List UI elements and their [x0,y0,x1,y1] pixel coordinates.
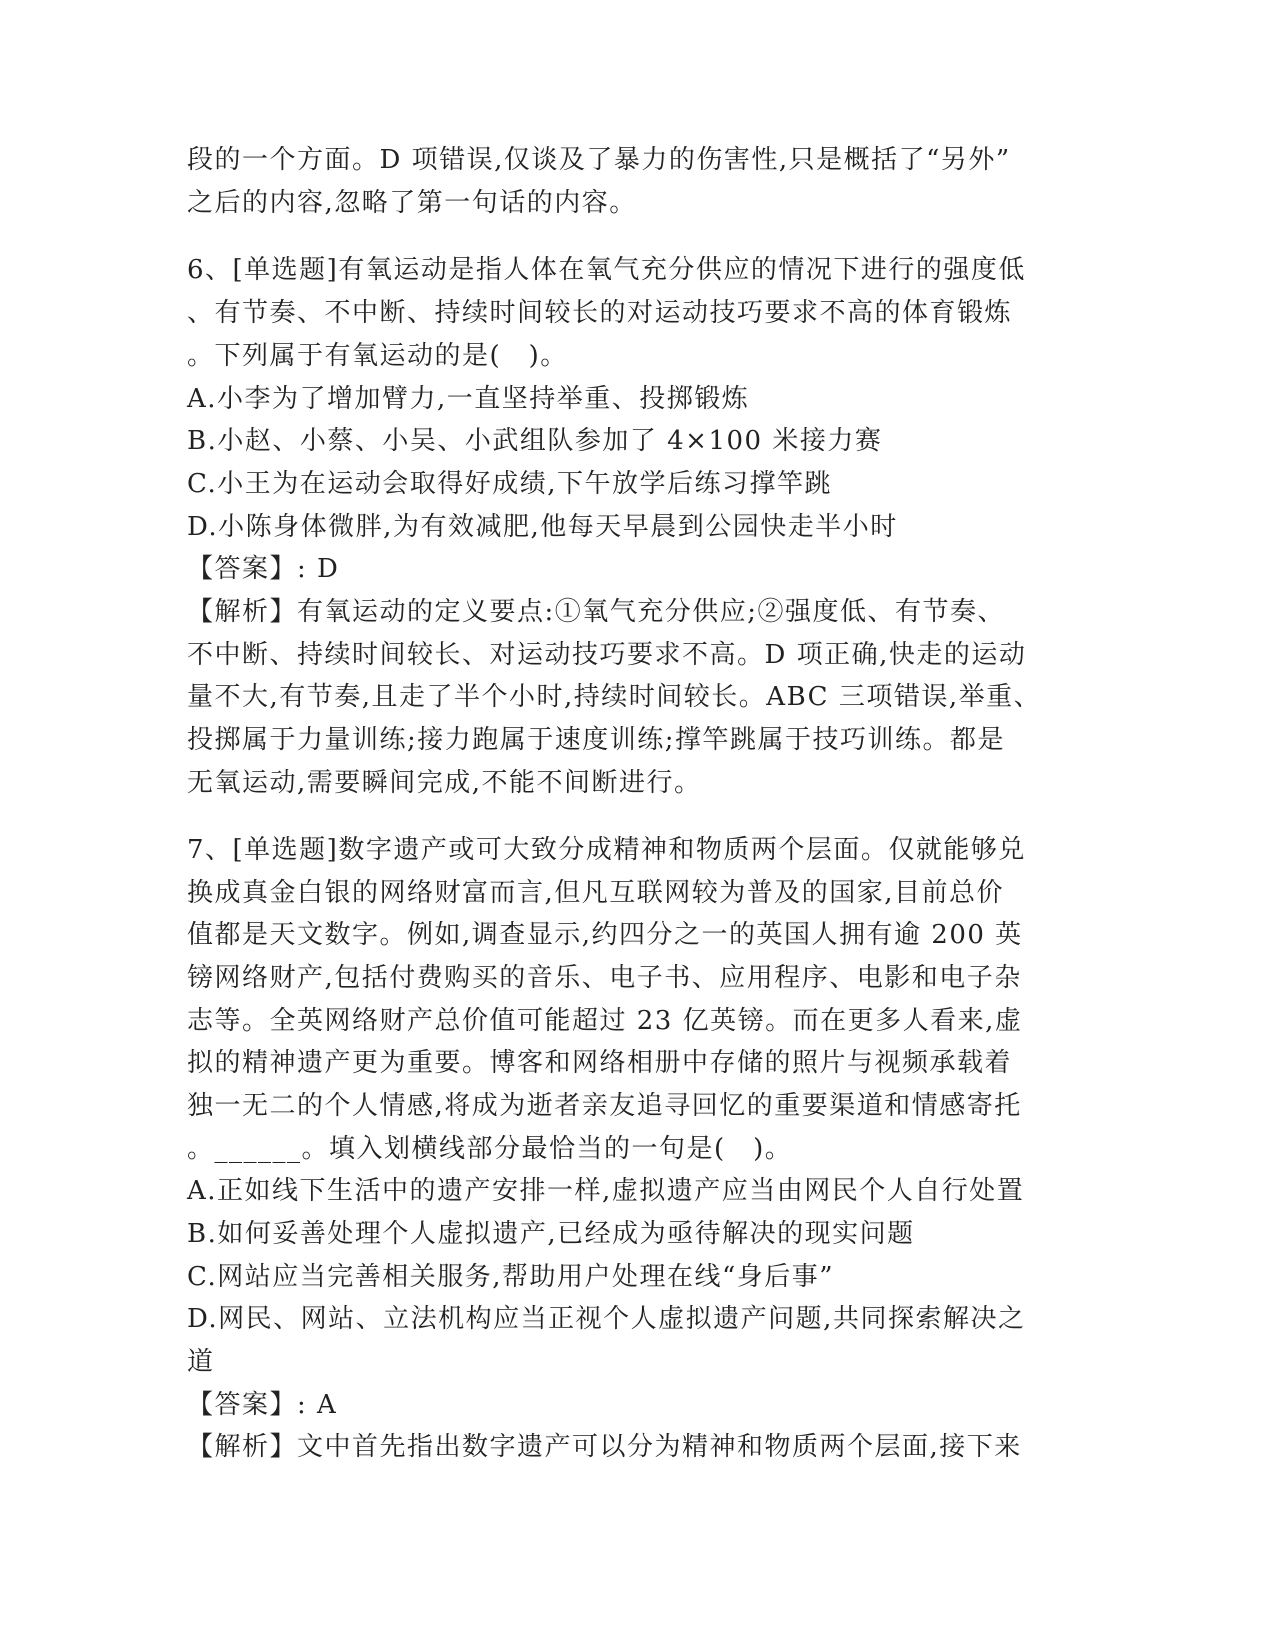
q6-stem-line: 6、[单选题]有氧运动是指人体在氧气充分供应的情况下进行的强度低 [187,255,1026,285]
q7-stem-line: 。______。填入划横线部分最恰当的一句是( )。 [187,1134,793,1164]
q7-option-d: D.网民、网站、立法机构应当正视个人虚拟遗产问题,共同探索解决之 [187,1304,1026,1334]
q7-answer: 【答案】: A [187,1390,338,1420]
q6-option-b: B.小赵、小蔡、小吴、小武组队参加了 4×100 米接力赛 [187,426,883,456]
q7-option-d-cont: 道 [187,1347,215,1377]
q7-option-a: A.正如线下生活中的遗产安排一样,虚拟遗产应当由网民个人自行处置 [187,1176,1025,1206]
q6-analysis-line: 【解析】有氧运动的定义要点:①氧气充分供应;②强度低、有节奏、 [187,597,1006,627]
q7-option-b: B.如何妥善处理个人虚拟遗产,已经成为亟待解决的现实问题 [187,1219,915,1249]
q6-stem-line: 、有节奏、不中断、持续时间较长的对运动技巧要求不高的体育锻炼 [187,298,1013,328]
q7-option-c: C.网站应当完善相关服务,帮助用户处理在线“身后事” [187,1262,835,1292]
q6-analysis-line: 投掷属于力量训练;接力跑属于速度训练;撑竿跳属于技巧训练。都是 [187,725,1006,755]
q6-stem-line: 。下列属于有氧运动的是( )。 [187,341,568,371]
q6-option-d: D.小陈身体微胖,为有效减肥,他每天早晨到公园快走半小时 [187,512,898,542]
q7-stem-line: 志等。全英网络财产总价值可能超过 23 亿英镑。而在更多人看来,虚 [187,1006,1023,1036]
q7-analysis-line: 【解析】文中首先指出数字遗产可以分为精神和物质两个层面,接下来 [187,1432,1022,1462]
q7-stem-line: 值都是天文数字。例如,调查显示,约四分之一的英国人拥有逾 200 英 [187,920,1023,950]
q6-option-c: C.小王为在运动会取得好成绩,下午放学后练习撑竿跳 [187,469,832,499]
q7-stem-line: 换成真金白银的网络财富而言,但凡互联网较为普及的国家,目前总价 [187,878,1005,908]
prev-analysis-line: 之后的内容,忽略了第一句话的内容。 [187,188,637,218]
q6-option-a: A.小李为了增加臂力,一直坚持举重、投掷锻炼 [187,384,750,414]
q7-stem-line: 镑网络财产,包括付费购买的音乐、电子书、应用程序、电影和电子杂 [187,963,1022,993]
q7-stem-line: 拟的精神遗产更为重要。博客和网络相册中存储的照片与视频承载着 [187,1048,1013,1078]
q7-stem-line: 7、[单选题]数字遗产或可大致分成精神和物质两个层面。仅就能够兑 [187,835,1026,865]
q6-answer: 【答案】: D [187,554,340,584]
q6-analysis-line: 量不大,有节奏,且走了半个小时,持续时间较长。ABC 三项错误,举重、 [187,682,1042,712]
q6-analysis-line: 无氧运动,需要瞬间完成,不能不间断进行。 [187,768,702,798]
q6-analysis-line: 不中断、持续时间较长、对运动技巧要求不高。D 项正确,快走的运动 [187,640,1027,670]
prev-analysis-line: 段的一个方面。D 项错误,仅谈及了暴力的伤害性,只是概括了“另外” [187,145,1011,175]
q7-stem-line: 独一无二的个人情感,将成为逝者亲友追寻回忆的重要渠道和情感寄托 [187,1091,1022,1121]
